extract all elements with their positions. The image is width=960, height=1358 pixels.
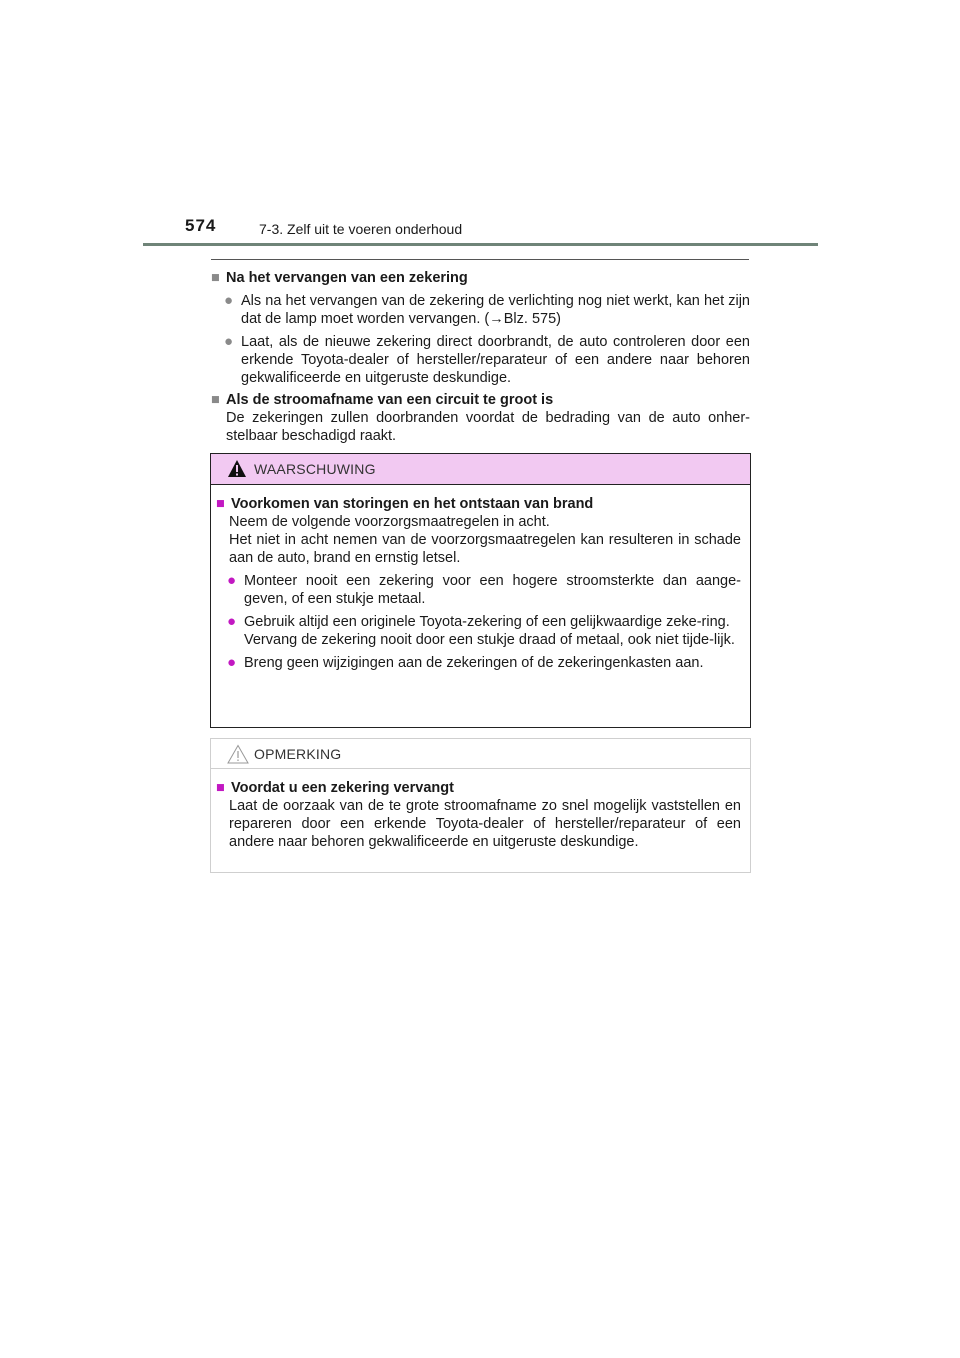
- header-rule: [143, 243, 818, 246]
- page-header: [0, 0, 960, 250]
- page-number: 574: [185, 216, 217, 235]
- list-item-text: Gebruik altijd een originele Toyota-zekering of een gelijkwaardige zeke-ring.: [244, 614, 730, 630]
- list-item-text: Monteer nooit een zekering voor een hogere stroomsterkte dan aange-geven, of een stukje metaal.: [244, 573, 741, 607]
- subheading-circuit-overload: [211, 391, 750, 409]
- round-bullet-icon: ●: [227, 572, 237, 589]
- subheading-text: Voordat u een zekering vervangt: [231, 780, 454, 796]
- round-bullet-icon: ●: [227, 654, 237, 671]
- note-header: [211, 739, 750, 769]
- square-bullet-icon: ■: [216, 780, 225, 796]
- subheading-text: Na het vervangen van een zekering: [226, 270, 468, 286]
- note-paragraph: Laat de oorzaak van de te grote stroomafname zo snel mogelijk vaststellen en repareren door een erkende Toyota-dealer of hersteller/reparateur of een andere naar behoren gekwalificeerde en uitgeruste deskundige.: [229, 798, 741, 850]
- note-body: [211, 769, 750, 851]
- warning-triangle-icon: [227, 459, 247, 483]
- list-item: [216, 613, 741, 649]
- main-content: [211, 265, 750, 445]
- subheading-text: Voorkomen van storingen en het ontstaan van brand: [231, 496, 594, 512]
- warning-intro-line: Het niet in acht nemen van de voorzorgsmaatregelen kan resulteren in schade aan de auto, brand en ernstig letsel.: [229, 532, 741, 566]
- subheading-after-replacement: [211, 269, 750, 287]
- subheading-text: Als de stroomafname van een circuit te groot is: [226, 392, 554, 408]
- square-bullet-icon: ■: [216, 496, 225, 512]
- note-subheading: [216, 779, 741, 797]
- warning-intro-line: Neem de volgende voorzorgsmaatregelen in acht.: [229, 514, 550, 530]
- caution-outline-triangle-icon: [227, 744, 249, 769]
- warning-body: [211, 485, 750, 672]
- square-bullet-icon: ■: [211, 392, 220, 408]
- warning-subheading: [216, 495, 741, 513]
- warning-box: [210, 453, 751, 728]
- round-bullet-icon: ●: [224, 333, 234, 350]
- list-item-text: Als na het vervangen van de zekering de verlichting nog niet werkt, kan het zijn dat de lamp moet worden vervangen. (→Blz. 575): [241, 293, 750, 327]
- list-item-text: Laat, als de nieuwe zekering direct doorbrandt, de auto controleren door een erkende Toyota-dealer of hersteller/reparateur of een andere naar behoren gekwalificeerde en uitgeruste deskundige.: [241, 334, 750, 386]
- list-item-text: Vervang de zekering nooit door een stukje draad of metaal, ook niet tijde-lijk.: [244, 632, 735, 648]
- section-title: 7-3. Zelf uit te voeren onderhoud: [259, 221, 463, 237]
- round-bullet-icon: ●: [224, 292, 234, 309]
- square-bullet-icon: ■: [211, 270, 220, 286]
- list-item: [216, 572, 741, 608]
- list-item: [211, 292, 750, 328]
- note-box: [210, 738, 751, 873]
- warning-header: [211, 454, 750, 485]
- list-item: [216, 654, 741, 672]
- paragraph: De zekeringen zullen doorbranden voordat de bedrading van de auto onher-stelbaar beschadigd raakt.: [226, 410, 750, 444]
- list-item: [211, 333, 750, 387]
- content-top-rule: [211, 259, 749, 260]
- round-bullet-icon: ●: [227, 613, 237, 630]
- warning-intro: [216, 513, 741, 567]
- warning-title: WAARSCHUWING: [254, 461, 376, 477]
- list-item-text: Breng geen wijzigingen aan de zekeringen of de zekeringenkasten aan.: [244, 655, 704, 671]
- note-title: OPMERKING: [254, 746, 342, 762]
